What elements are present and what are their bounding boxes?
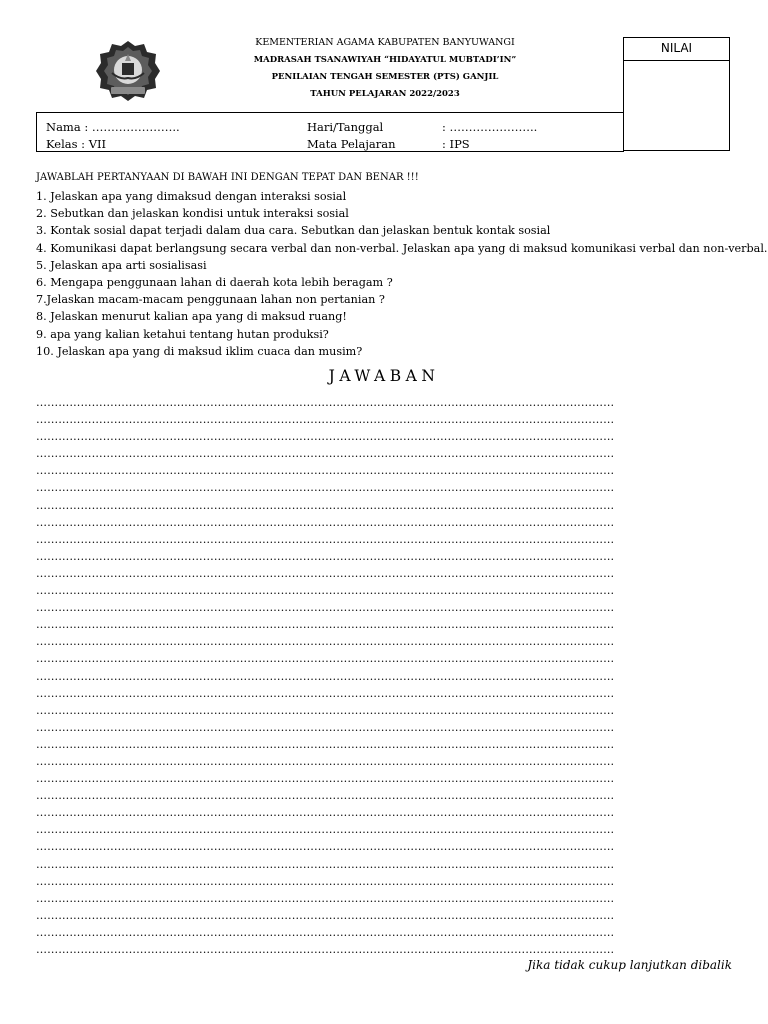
answer-section-title: JAWABAN <box>328 367 440 385</box>
answer-line[interactable]: ………………………………………………………………………………………………………………………………………… <box>36 635 615 649</box>
answer-line[interactable]: ………………………………………………………………………………………………………………………………………… <box>36 601 615 615</box>
question-item: 2. Sebutkan dan jelaskan kondisi untuk interaksi sosial <box>36 207 349 221</box>
answer-line[interactable]: ………………………………………………………………………………………………………………………………………… <box>36 481 615 495</box>
ministry-name: KEMENTERIAN AGAMA KABUPATEN BANYUWANGI <box>255 37 515 48</box>
question-list <box>36 188 768 360</box>
date-label: Hari/Tanggal <box>307 120 384 134</box>
question-item: 6. Mengapa penggunaan lahan di daerah kota lebih beragam ? <box>36 276 393 290</box>
score-label: NILAI <box>624 38 729 61</box>
kemenag-emblem-icon <box>95 40 161 102</box>
answer-line[interactable]: ………………………………………………………………………………………………………………………………………… <box>36 806 615 820</box>
answer-line[interactable]: ………………………………………………………………………………………………………………………………………… <box>36 686 615 700</box>
answer-line[interactable]: ………………………………………………………………………………………………………………………………………… <box>36 840 615 854</box>
answer-line[interactable]: ………………………………………………………………………………………………………………………………………… <box>36 584 615 598</box>
score-box[interactable] <box>623 37 730 151</box>
answer-line[interactable]: ………………………………………………………………………………………………………………………………………… <box>36 874 615 888</box>
continue-note: Jika tidak cukup lanjutkan dibalik <box>527 958 732 972</box>
answer-line[interactable]: ………………………………………………………………………………………………………………………………………… <box>36 464 615 478</box>
question-item: 8. Jelaskan menurut kalian apa yang di maksud ruang! <box>36 310 347 324</box>
answer-lines[interactable] <box>36 394 730 958</box>
date-field[interactable]: : ………………….. <box>442 120 538 134</box>
instruction-text: JAWABLAH PERTANYAAN DI BAWAH INI DENGAN TEPAT DAN BENAR !!! <box>36 172 419 183</box>
academic-year: TAHUN PELAJARAN 2022/2023 <box>310 89 460 99</box>
answer-line[interactable]: ………………………………………………………………………………………………………………………………………… <box>36 515 615 529</box>
answer-line[interactable]: ………………………………………………………………………………………………………………………………………… <box>36 447 615 461</box>
info-row-1 <box>37 119 624 135</box>
student-info-box <box>36 112 624 152</box>
question-item: 9. apa yang kalian ketahui tentang hutan produksi? <box>36 327 329 341</box>
answer-line[interactable]: ………………………………………………………………………………………………………………………………………… <box>36 823 615 837</box>
answer-line[interactable]: ………………………………………………………………………………………………………………………………………… <box>36 857 615 871</box>
question-item: 1. Jelaskan apa yang dimaksud dengan interaksi sosial <box>36 190 347 203</box>
answer-line[interactable]: ………………………………………………………………………………………………………………………………………… <box>36 566 615 580</box>
answer-line[interactable]: ………………………………………………………………………………………………………………………………………… <box>36 754 615 768</box>
answer-line[interactable]: ………………………………………………………………………………………………………………………………………… <box>36 908 615 922</box>
answer-line[interactable]: ………………………………………………………………………………………………………………………………………… <box>36 669 615 683</box>
answer-line[interactable]: ………………………………………………………………………………………………………………………………………… <box>36 532 615 546</box>
answer-line[interactable]: ………………………………………………………………………………………………………………………………………… <box>36 737 615 751</box>
answer-line[interactable]: ………………………………………………………………………………………………………………………………………… <box>36 618 615 632</box>
document-header <box>190 36 580 100</box>
answer-line[interactable]: ………………………………………………………………………………………………………………………………………… <box>36 549 615 563</box>
exam-title: PENILAIAN TENGAH SEMESTER (PTS) GANJIL <box>271 72 499 82</box>
question-item: 7.Jelaskan macam-macam penggunaan lahan non pertanian ? <box>36 293 385 307</box>
school-name: MADRASAH TSANAWIYAH “HIDAYATUL MUBTADI’IN” <box>253 55 517 65</box>
answer-line[interactable]: ………………………………………………………………………………………………………………………………………… <box>36 772 615 786</box>
answer-line[interactable]: ………………………………………………………………………………………………………………………………………… <box>36 498 615 512</box>
answer-line[interactable]: ………………………………………………………………………………………………………………………………………… <box>36 720 615 734</box>
answer-line[interactable]: ………………………………………………………………………………………………………………………………………… <box>36 925 615 939</box>
class-field: Kelas : VII <box>46 137 107 151</box>
info-row-2 <box>37 136 624 152</box>
question-item: 10. Jelaskan apa yang di maksud iklim cuaca dan musim? <box>36 344 363 358</box>
answer-line[interactable]: ………………………………………………………………………………………………………………………………………… <box>36 652 615 666</box>
answer-line[interactable]: ………………………………………………………………………………………………………………………………………… <box>36 943 615 956</box>
subject-label: Mata Pelajaran <box>307 137 396 151</box>
question-item: 4. Komunikasi dapat berlangsung secara verbal dan non-verbal. Jelaskan apa yang di maksud komunikasi verbal dan non-verbal. <box>36 241 768 255</box>
answer-line[interactable]: ………………………………………………………………………………………………………………………………………… <box>36 891 615 905</box>
question-item: 3. Kontak sosial dapat terjadi dalam dua cara. Sebutkan dan jelaskan bentuk kontak sosial <box>36 224 551 238</box>
answer-line[interactable]: ………………………………………………………………………………………………………………………………………… <box>36 430 615 444</box>
answer-line[interactable]: ………………………………………………………………………………………………………………………………………… <box>36 413 615 427</box>
answer-line[interactable]: ………………………………………………………………………………………………………………………………………… <box>36 396 615 409</box>
question-item: 5. Jelaskan apa arti sosialisasi <box>36 258 207 272</box>
answer-line[interactable]: ………………………………………………………………………………………………………………………………………… <box>36 789 615 803</box>
name-field[interactable]: Nama : ………………….. <box>46 120 180 134</box>
subject-value: : IPS <box>442 137 470 151</box>
answer-line[interactable]: ………………………………………………………………………………………………………………………………………… <box>36 703 615 717</box>
